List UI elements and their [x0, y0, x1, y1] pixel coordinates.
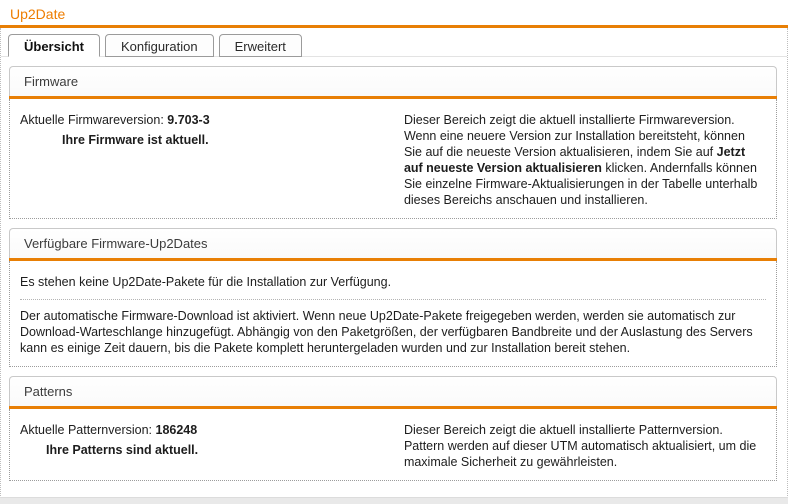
- firmware-status-text: Ihre Firmware ist aktuell.: [62, 133, 209, 147]
- tab-bar: [1, 28, 787, 57]
- firmware-status-block: [20, 112, 404, 208]
- firmware-version-label: Aktuelle Firmwareversion:: [20, 113, 164, 127]
- up2dates-empty-text: Es stehen keine Up2Date-Pakete für die Installation zur Verfügung.: [20, 275, 392, 289]
- tab-erweitert[interactable]: Erweitert: [219, 34, 302, 57]
- tab-konfiguration[interactable]: Konfiguration: [105, 34, 214, 57]
- tab-uebersicht[interactable]: Übersicht: [8, 34, 100, 57]
- up2dates-info-text: Der automatische Firmware-Download ist aktiviert. Wenn neue Up2Date-Pakete freigegeben werden, werden sie automatisch zur Download-Warteschlange hinzugefügt. Abhängig von den Paketgrößen, der verfügbaren Bandbreite und der Auslastung des Servers kann es einige Zeit dauern, bis die Pakete komplett heruntergeladen wurden und zur Installation bereit stehen.: [20, 309, 753, 355]
- content-pane: [0, 28, 788, 500]
- section-up2dates: [9, 228, 777, 367]
- firmware-help-before: Dieser Bereich zeigt die aktuell installierte Firmwareversion. Wenn eine neuere Version zur Installation bereitsteht, können Sie auf die neueste Version aktualisieren, indem Sie auf: [403, 113, 745, 159]
- section-firmware-title: Firmware: [9, 66, 777, 96]
- firmware-help-text: [404, 112, 766, 208]
- section-patterns: [9, 376, 777, 481]
- bottom-bar: [0, 497, 788, 504]
- section-patterns-title: Patterns: [9, 376, 777, 406]
- patterns-version-label: Aktuelle Patternversion:: [20, 423, 153, 437]
- firmware-version-value: 9.703-3: [167, 113, 210, 127]
- page-title: Up2Date: [10, 6, 66, 22]
- firmware-help-bold: Jetzt auf neueste Version aktualisieren: [403, 145, 746, 175]
- up2dates-separator: [20, 298, 766, 300]
- firmware-help-after: klicken. Andernfalls können Sie einzelne Firmware-Aktualisierungen in der Tabelle unterhalb dieses Bereichs anschauen und installieren.: [403, 161, 758, 207]
- section-up2dates-title: Verfügbare Firmware-Up2Dates: [9, 228, 777, 258]
- patterns-version-value: 186248: [155, 423, 198, 437]
- patterns-status-block: [20, 422, 404, 470]
- patterns-help-text: Dieser Bereich zeigt die aktuell installierte Patternversion. Pattern werden auf dieser UTM automatisch aktualisiert, um die maximale Sicherheit zu gewährleisten.: [403, 423, 757, 469]
- section-firmware: [9, 66, 777, 219]
- patterns-status-text: Ihre Patterns sind aktuell.: [46, 443, 199, 457]
